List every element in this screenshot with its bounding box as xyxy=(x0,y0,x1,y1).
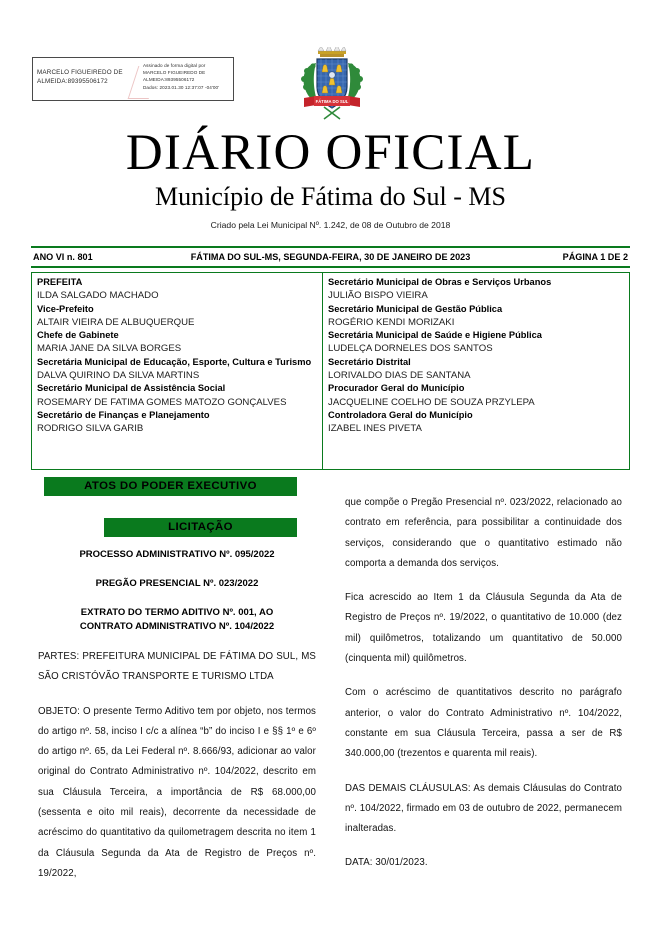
digital-signature-stamp xyxy=(32,57,234,101)
municipal-coat-of-arms-icon xyxy=(296,47,368,123)
issue-year-number: ANO VI n. 801 xyxy=(33,252,93,262)
official-name: JACQUELINE COELHO DE SOUZA PRZYLEPA xyxy=(328,396,535,408)
signature-detail-line-1: Assinado de forma digital por xyxy=(143,63,206,68)
official-role: Secretário Municipal de Gestão Pública xyxy=(328,303,503,314)
official-name: IZABEL INES PIVETA xyxy=(328,423,422,435)
official-role: Secretário Municipal de Assistência Social xyxy=(37,383,226,394)
signature-subject-name xyxy=(37,68,141,86)
heading-extrato-termo-aditivo xyxy=(38,606,316,634)
official-role: Secretário Municipal de Obras e Serviços Urbanos xyxy=(328,277,552,287)
paragraph-partes: PARTES: PREFEITURA MUNICIPAL DE FÁTIMA DO SUL, MS SÃO CRISTÓVÃO TRANSPORTE E TURISMO LTDA xyxy=(38,651,316,683)
official-name: LORIVALDO DIAS DE SANTANA xyxy=(328,370,471,382)
paragraph-objeto: OBJETO: O presente Termo Aditivo tem por objeto, nos termos do artigo nº. 58, inciso I c/c a alínea “b” do inciso I e §§ 1º e 6º do artigo nº. 65, da Lei Federal nº. 8.666/93, adicionar ao valor original do Contrato Administrativo nº. 104/2022, descrito em sua Cláusula Terceira, a importância de R$ 68.000,00 (sessenta e oito mil reais), decorrente da necessidade de acréscimo do quantitativo da quilometragem descrita no item 1 da Cláusula Segunda da Ata de Registro de Preços nº. 19/2022, xyxy=(38,705,316,879)
page-number: PÁGINA 1 DE 2 xyxy=(562,252,628,262)
officials-column-left xyxy=(32,273,323,469)
official-role: Secretário de Finanças e Planejamento xyxy=(37,409,210,420)
paragraph-valor-contrato: Com o acréscimo de quantitativos descrito no parágrafo anterior, o valor do Contrato Administrativo nº. 104/2022, constante em sua Cláusula Terceira, passa a ser de R$ 340.000,00 (trezentos e quarenta mil reais). xyxy=(345,687,622,760)
official-name: ROGÉRIO KENDI MORIZAKI xyxy=(328,316,455,328)
signature-detail-line-2: MARCELO FIGUEIREDO DE xyxy=(143,70,206,76)
heading-pregao-presencial: PREGÃO PRESENCIAL Nº. 023/2022 xyxy=(95,578,259,589)
section-banner-licitacao: LICITAÇÃO xyxy=(104,518,297,537)
body-column-left xyxy=(38,548,316,884)
heading-extrato-line-2: CONTRATO ADMINISTRATIVO Nº. 104/2022 xyxy=(79,621,275,632)
official-name: ROSEMARY DE FATIMA GOMES MATOZO GONÇALVES xyxy=(37,396,287,408)
body-column-right xyxy=(345,493,622,874)
official-name: ILDA SALGADO MACHADO xyxy=(37,290,159,302)
official-name: LUDELÇA DORNELES DOS SANTOS xyxy=(328,343,493,355)
signature-details xyxy=(143,62,233,91)
header-rule-bottom xyxy=(31,266,630,268)
creation-law-text: Criado pela Lei Municipal Nº. 1.242, de 08 de Outubro de 2018 xyxy=(210,220,451,230)
section-banner-atos-poder-executivo: ATOS DO PODER EXECUTIVO xyxy=(44,477,297,496)
official-role: Secretário Distrital xyxy=(328,356,411,367)
official-role: PREFEITA xyxy=(37,277,83,287)
official-name: RODRIGO SILVA GARIB xyxy=(37,423,144,435)
official-name: ALTAIR VIEIRA DE ALBUQUERQUE xyxy=(37,316,195,328)
heading-processo-administrativo: PROCESSO ADMINISTRATIVO Nº. 095/2022 xyxy=(79,549,275,560)
officials-box xyxy=(31,272,630,470)
officials-column-right xyxy=(323,273,629,469)
paragraph-pregao-continuacao: que compõe o Pregão Presencial nº. 023/2022, relacionado ao contrato em referência, para possibilitar a continuidade dos serviços, considerando que o quantitativo estimado não comporta a demanda dos serviços. xyxy=(345,497,622,569)
paragraph-demais-clausulas: DAS DEMAIS CLÁUSULAS: As demais Cláusulas do Contrato nº. 104/2022, firmado em 03 de outubro de 2022, permanecem inalteradas. xyxy=(345,782,622,835)
official-role: Procurador Geral do Município xyxy=(328,383,465,394)
official-role: Controladora Geral do Município xyxy=(328,409,473,420)
signature-detail-line-3: ALMEIDA:89395506172 xyxy=(143,77,195,83)
svg-text:FÁTIMA DO SUL: FÁTIMA DO SUL xyxy=(315,99,349,104)
paragraph-data: DATA: 30/01/2023. xyxy=(345,857,428,869)
municipality-subtitle: Município de Fátima do Sul - MS xyxy=(155,182,506,211)
header-rule-top xyxy=(31,246,630,248)
heading-extrato-line-1: EXTRATO DO TERMO ADITIVO Nº. 001, AO xyxy=(80,607,274,618)
signature-name-line-1: MARCELO FIGUEIREDO DE xyxy=(37,69,123,76)
official-role: Vice-Prefeito xyxy=(37,303,94,314)
page-title: DIÁRIO OFICIAL xyxy=(125,125,536,181)
issue-info-bar xyxy=(31,249,630,265)
official-role: Chefe de Gabinete xyxy=(37,330,119,341)
paragraph-acrescimo-item: Fica acrescido ao Item 1 da Cláusula Segunda da Ata de Registro de Preços nº. 19/2022, o quantitativo de 10.000 (dez mil) quilômetros, totalizando um quantitativo de 50.000 (cinquenta mil) quilômetros. xyxy=(345,592,622,665)
official-name: DALVA QUIRINO DA SILVA MARTINS xyxy=(37,370,200,382)
official-role: Secretária Municipal de Educação, Esporte, Cultura e Turismo xyxy=(37,356,312,367)
official-name: MARIA JANE DA SILVA BORGES xyxy=(37,343,182,355)
signature-detail-line-4: Dados: 2023.01.30 12:37:07 -04'00' xyxy=(143,84,220,90)
issue-date: FÁTIMA DO SUL-MS, SEGUNDA-FEIRA, 30 DE JANEIRO DE 2023 xyxy=(190,252,471,262)
signature-name-line-2: ALMEIDA:89395506172 xyxy=(37,78,108,85)
official-name: JULIÃO BISPO VIEIRA xyxy=(328,290,428,302)
official-role: Secretária Municipal de Saúde e Higiene Pública xyxy=(328,330,542,341)
